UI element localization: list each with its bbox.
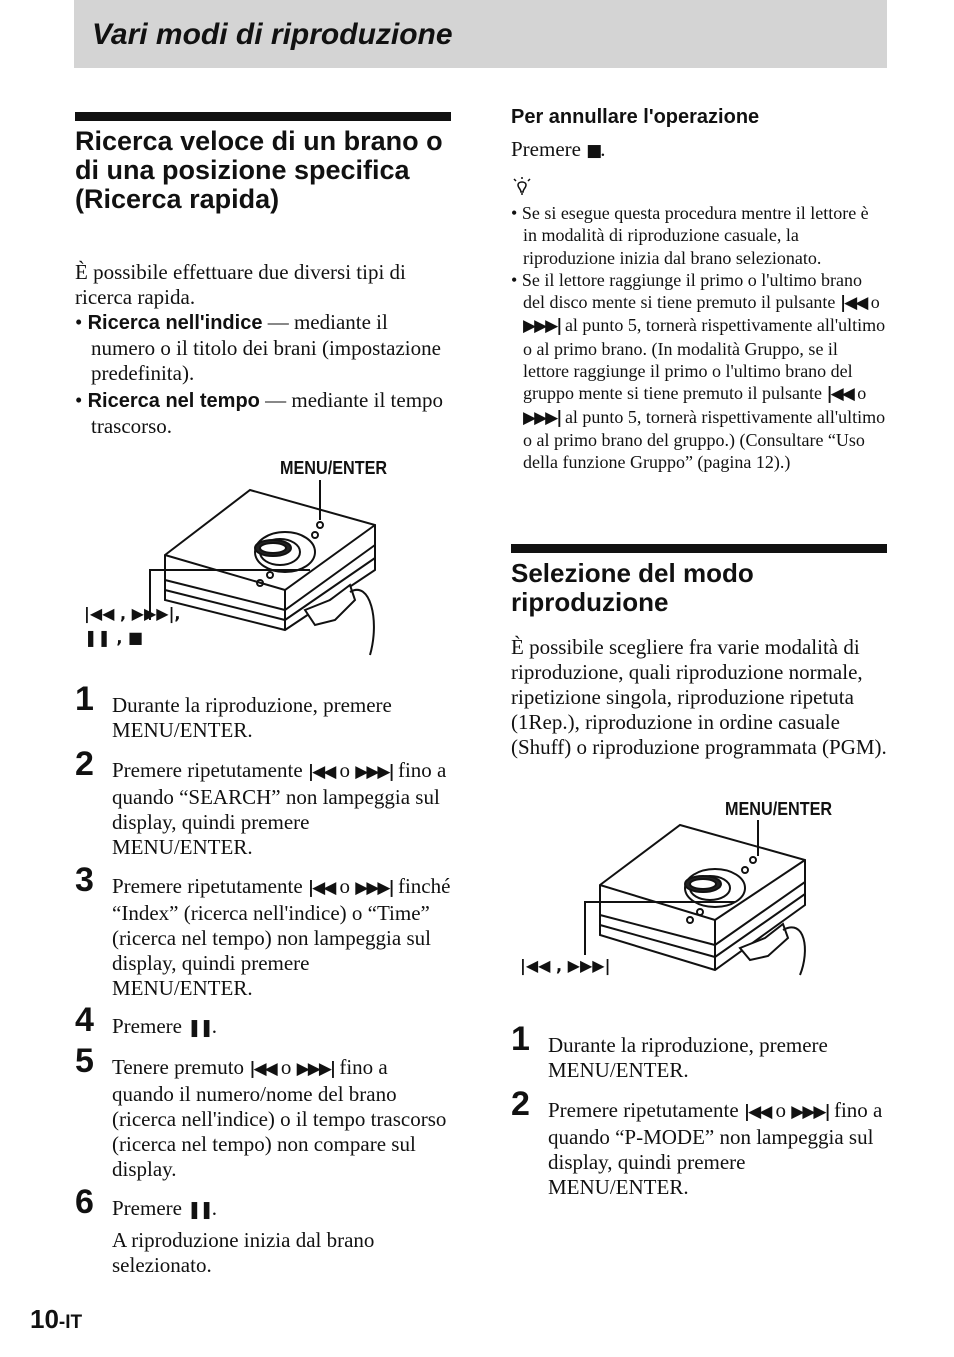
page-number: 10-IT: [30, 1304, 83, 1334]
prev-icon: |◀◀: [743, 1102, 771, 1122]
step-text: Premere ❚❚. A riproduzione inizia dal brano selezionato.: [112, 1196, 375, 1277]
prev-icon: |◀◀: [826, 384, 853, 405]
lightbulb-icon: [511, 176, 533, 198]
step-number: 1: [511, 1020, 530, 1058]
step-number: 1: [75, 680, 94, 718]
pause-icon: ❚❚: [187, 1018, 212, 1038]
step-number: 5: [75, 1042, 94, 1080]
next-icon: ▶▶▶|: [523, 316, 561, 337]
step-number: 2: [511, 1085, 530, 1123]
tip-item: • Se si esegue questa procedura mentre il lettore è in modalità di riproduzione casuale, la riproduzione inizia dal brano selezionato.: [511, 203, 869, 268]
section-rule: [75, 112, 451, 121]
next-icon: ▶▶▶|: [791, 1102, 829, 1122]
section-rule: [511, 544, 887, 553]
next-icon: ▶▶▶|: [523, 407, 561, 428]
step-text: Tenere premuto |◀◀ o ▶▶▶| fino a quando il numero/nome del brano (ricerca nell'indice) o il tempo trascorso (ricerca nel tempo) non compare sul display.: [112, 1055, 447, 1181]
step-text: Premere ripetutamente |◀◀ o ▶▶▶| fino a quando “P-MODE” non lampeggia sul display, quindi premere MENU/ENTER.: [548, 1098, 883, 1199]
step-number: 2: [75, 745, 94, 783]
bullet-term: Ricerca nel tempo: [87, 390, 260, 412]
tip-item: • Se il lettore raggiunge il primo o l'ultimo brano del disco mente si tiene premuto il pulsante |◀◀ o ▶▶▶| al punto 5, tornerà rispettivamente all'ultimo o al primo brano. (In modalità Gruppo, se il lettore raggiunge il primo o l'ultimo brano del gruppo mente si tiene premuto il pulsante |◀◀ o ▶▶▶| al punto 5, tornerà rispettivamente all'ultimo o al primo brano del gruppo.) (Consultare “Uso della funzione Gruppo” (pagina 12).): [511, 269, 886, 473]
pause-icon: ❚❚: [187, 1200, 212, 1220]
page-title: Vari modi di riproduzione: [92, 18, 453, 51]
left-intro-block: [75, 260, 451, 439]
step-number: 6: [75, 1183, 94, 1221]
next-icon: ▶▶▶|: [296, 1059, 335, 1079]
menu-enter-label: MENU/ENTER: [725, 799, 833, 819]
left-figure-controls-line1: |◀◀ , ▶▶▶|,: [84, 604, 181, 623]
step-text: Premere ❚❚.: [112, 1014, 217, 1038]
bullet-item: • Ricerca nell'indice — mediante il numero o il titolo dei brani (impostazione predefinita).: [75, 310, 441, 385]
menu-enter-label: MENU/ENTER: [280, 458, 388, 478]
step-text: Durante la riproduzione, premere MENU/ENTER.: [548, 1033, 828, 1082]
step-text: Premere ripetutamente |◀◀ o ▶▶▶| finché “Index” (ricerca nell'indice) o “Time” (ricerca nel tempo) non lampeggia sul display, quindi premere MENU/ENTER.: [112, 874, 451, 1000]
next-icon: ▶▶▶|: [355, 878, 393, 898]
section-title-play-mode: Selezione del modo riproduzione: [511, 558, 754, 617]
cancel-text: Premere ■.: [511, 137, 606, 161]
right-figure-controls: |◀◀ , ▶▶▶|: [520, 956, 611, 975]
bullet-item: • Ricerca nel tempo — mediante il tempo trascorso.: [75, 388, 444, 438]
step-number: 4: [75, 1001, 94, 1039]
cancel-heading: Per annullare l'operazione: [511, 106, 760, 128]
left-figure-controls-line2: ❚❚ , ■: [84, 628, 144, 647]
prev-icon: |◀◀: [249, 1059, 276, 1079]
play-mode-intro: È possibile scegliere fra varie modalità di riproduzione, quali riproduzione normale, ripetizione singola, riproduzione ripetuta (1Rep.), riproduzione in ordine casuale (Shuff) o riproduzione programmata (PGM).: [511, 635, 887, 759]
next-icon: ▶▶▶|: [355, 762, 393, 782]
bullet-text: — mediante il tempo trascorso.: [91, 388, 444, 438]
prev-icon: |◀◀: [307, 878, 335, 898]
bullet-term: Ricerca nell'indice: [87, 312, 263, 334]
intro-text: È possibile effettuare due diversi tipi di ricerca rapida.: [75, 260, 406, 309]
step-number: 3: [75, 861, 94, 899]
section-title-quick-search: Ricerca veloce di un brano o di una posizione specifica (Ricerca rapida): [75, 126, 443, 214]
prev-icon: |◀◀: [839, 293, 867, 314]
prev-icon: |◀◀: [307, 762, 335, 782]
step-text: Premere ripetutamente |◀◀ o ▶▶▶| fino a quando “SEARCH” non lampeggia sul display, quindi premere MENU/ENTER.: [112, 758, 447, 859]
stop-icon: ■: [586, 141, 601, 161]
step-text: Durante la riproduzione, premere MENU/ENTER.: [112, 693, 392, 742]
bullet-text: — mediante il numero o il titolo dei brani (impostazione predefinita).: [91, 310, 441, 385]
tips-list: [511, 202, 887, 474]
